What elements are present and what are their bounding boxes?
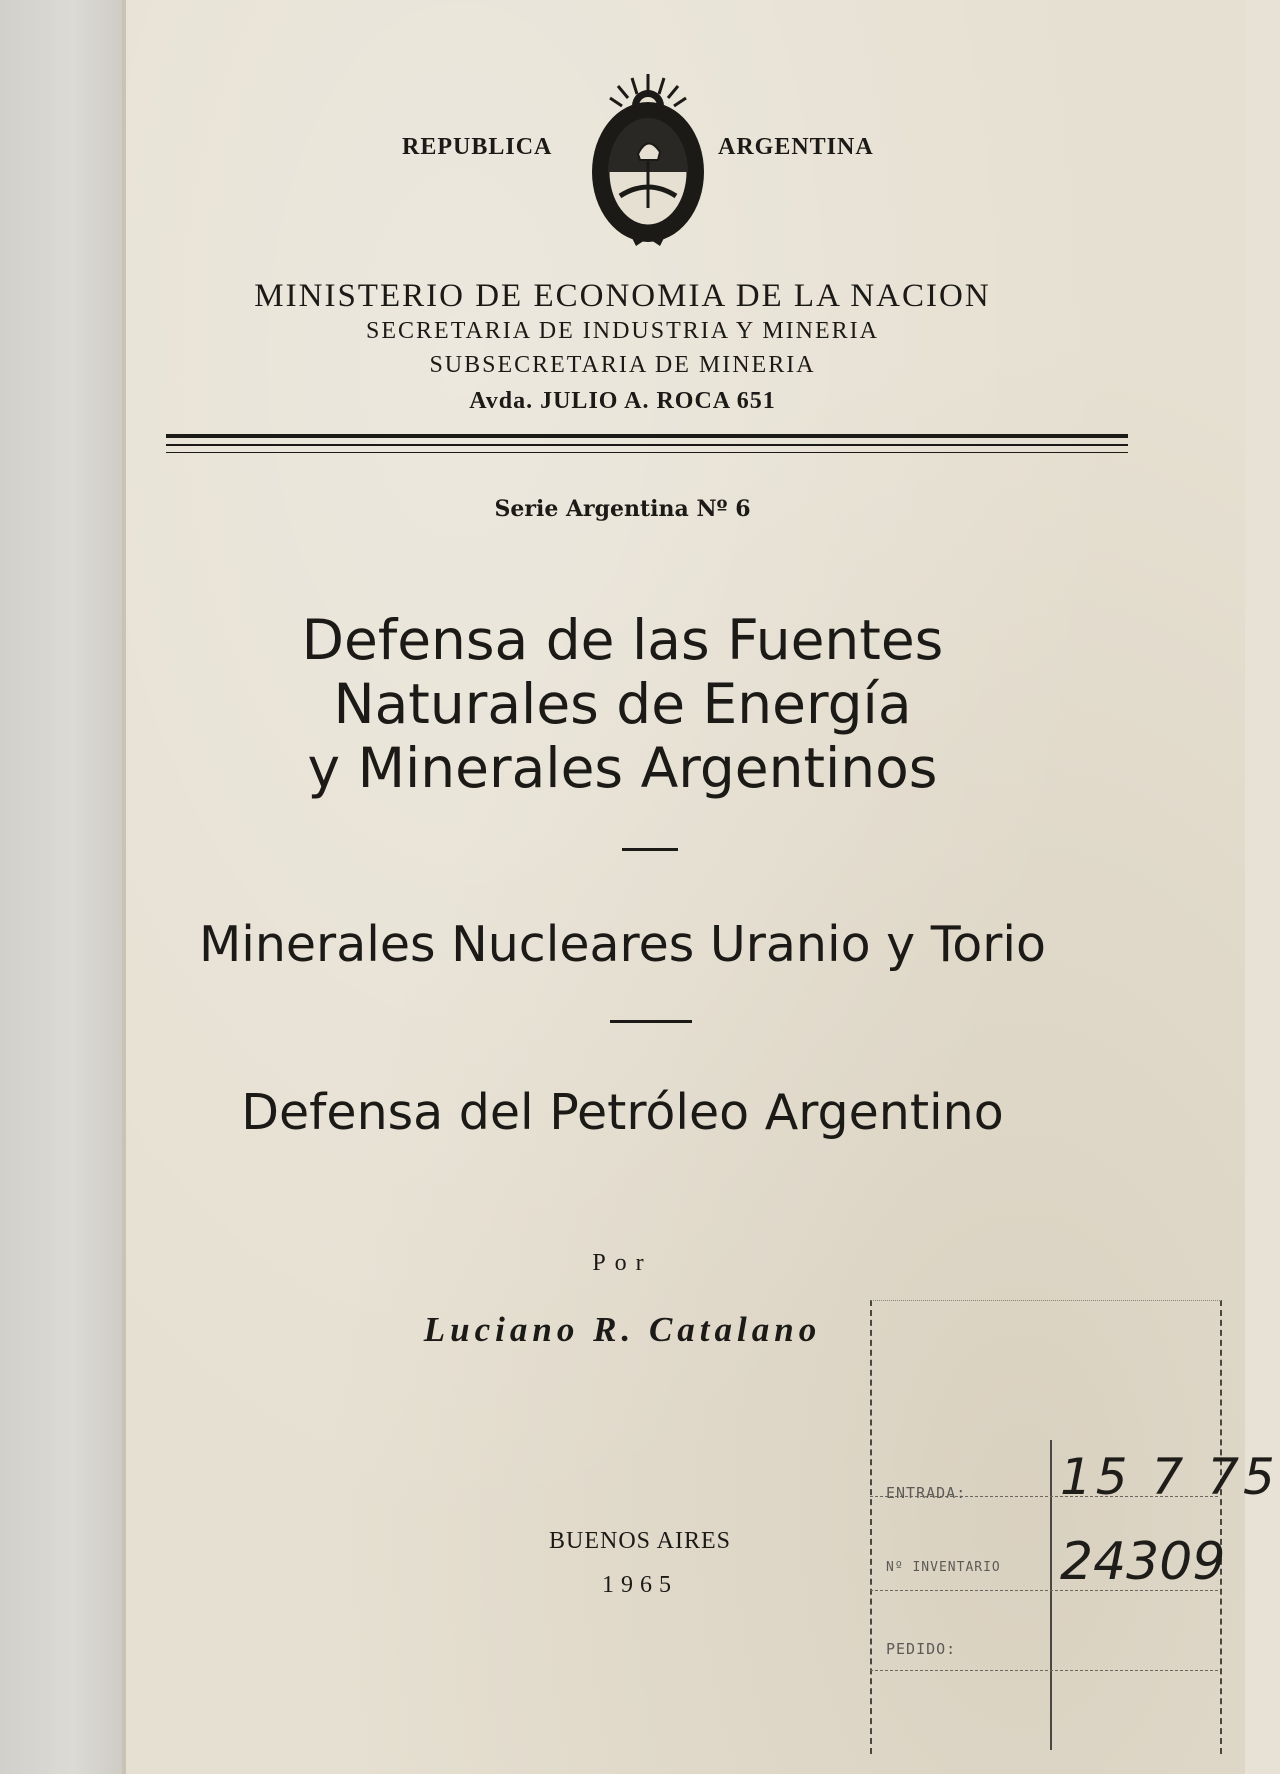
separator-dash — [622, 848, 678, 851]
ministry-name: MINISTERIO DE ECONOMIA DE LA NACION — [254, 278, 991, 314]
stamp-inventory-value: 24309 — [1060, 1532, 1226, 1592]
stamp-entry-value: 15 7 75 — [1060, 1448, 1279, 1506]
by-label: Por — [592, 1250, 653, 1276]
title-line-2: Naturales de Energía — [333, 672, 912, 736]
section-title-petroleum: Defensa del Petróleo Argentino — [241, 1084, 1004, 1141]
stamp-order-label: PEDIDO: — [886, 1640, 957, 1658]
header-rule-thick — [166, 434, 1128, 438]
header-argentina: ARGENTINA — [718, 134, 874, 160]
header-republica: REPUBLICA — [402, 134, 553, 160]
stamp-frame — [870, 1300, 1222, 1754]
section-title-nuclear: Minerales Nucleares Uranio y Torio — [198, 916, 1047, 973]
separator-dash — [610, 1020, 692, 1023]
header-rule-hairline — [166, 452, 1128, 453]
publication-year: 1965 — [602, 1572, 678, 1598]
title-line-3: y Minerales Argentinos — [307, 736, 938, 800]
author-name: Luciano R. Catalano — [423, 1310, 822, 1349]
library-stamp — [870, 1300, 1279, 1755]
subsecretariat-name: SUBSECRETARIA DE MINERIA — [429, 352, 816, 378]
title-line-1: Defensa de las Fuentes — [301, 608, 944, 672]
address-line: Avda. JULIO A. ROCA 651 — [469, 388, 776, 414]
coat-of-arms-icon — [588, 68, 708, 252]
secretariat-name: SECRETARIA DE INDUSTRIA Y MINERIA — [366, 318, 879, 344]
series-number: Serie Argentina Nº 6 — [494, 496, 751, 522]
stamp-entry-label: ENTRADA: — [886, 1484, 967, 1502]
header-rule-thin — [166, 444, 1128, 446]
stamp-inventory-label: Nº INVENTARIO — [886, 1560, 1001, 1575]
stamp-divider — [1050, 1440, 1052, 1750]
binding-strip — [0, 0, 122, 1774]
publication-place: BUENOS AIRES — [548, 1528, 732, 1554]
stamp-row-line — [870, 1670, 1218, 1672]
